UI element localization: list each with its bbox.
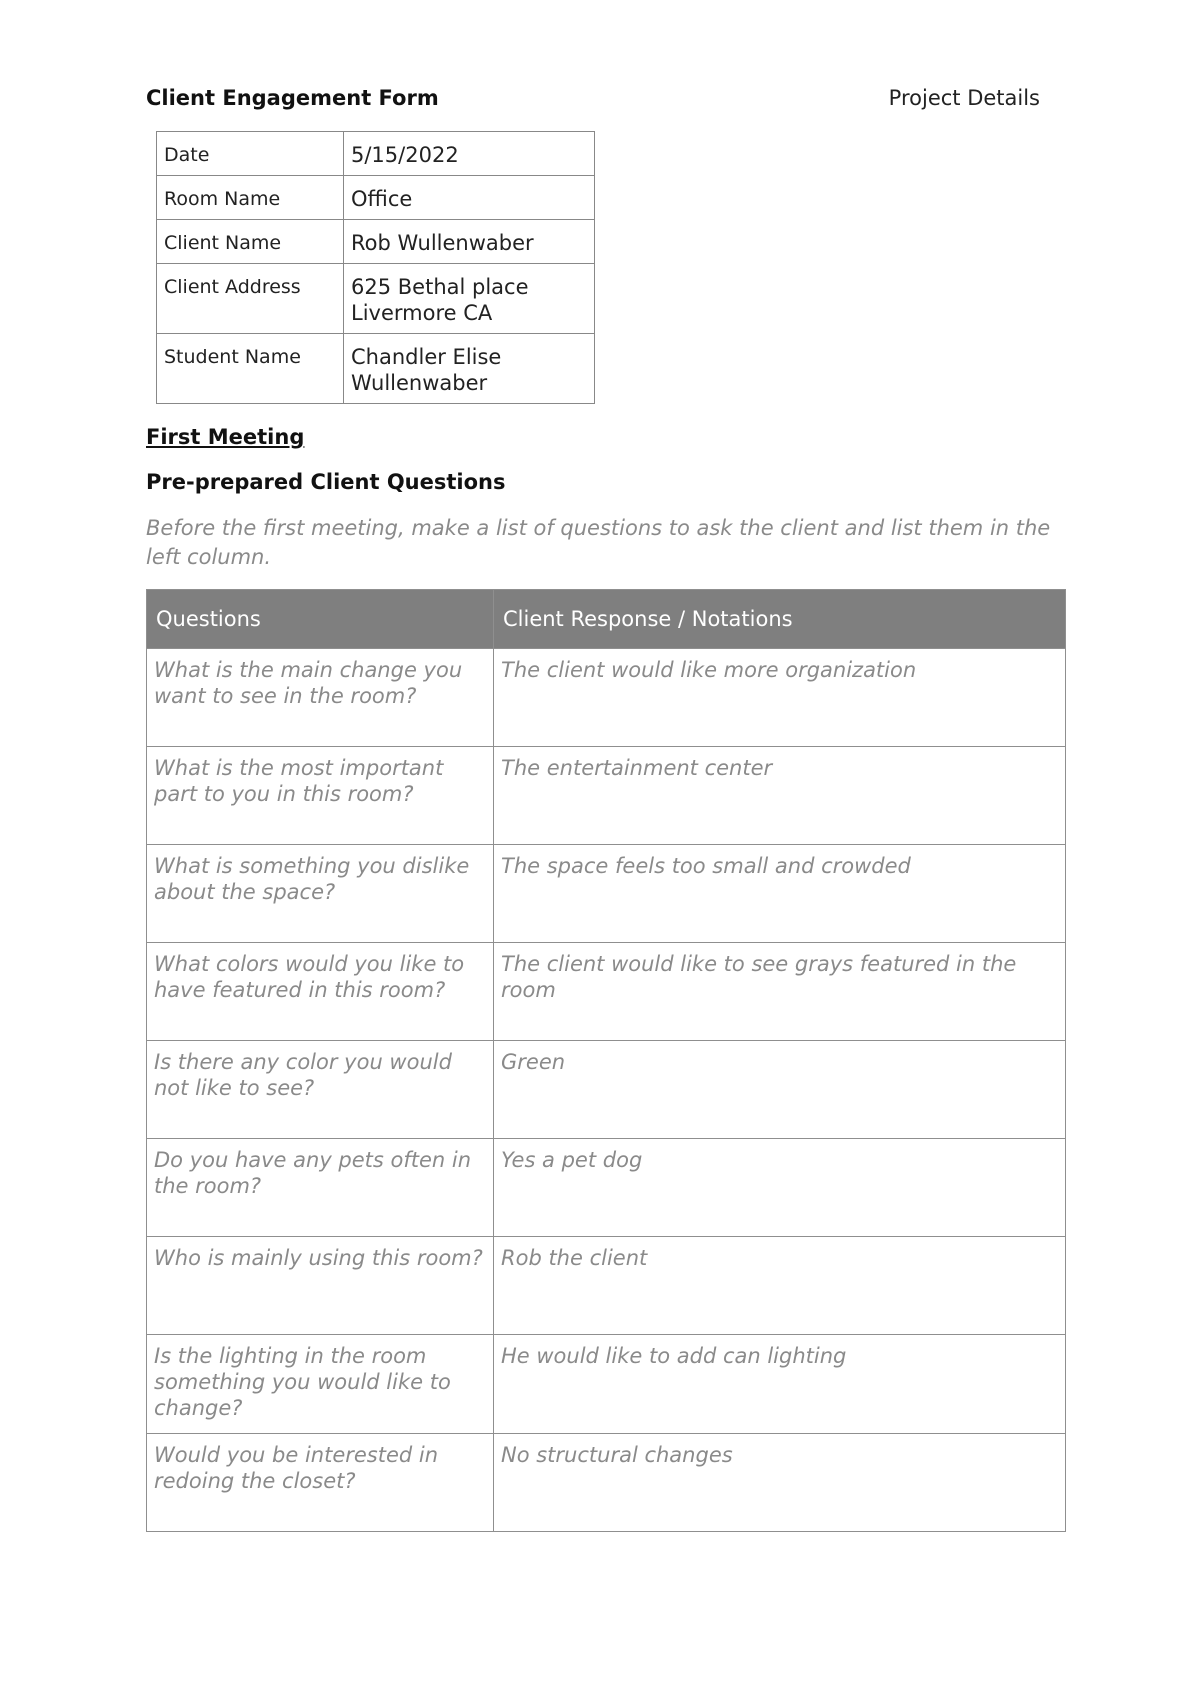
question-cell[interactable]: What is something you dislike about the space?: [147, 845, 494, 943]
question-cell[interactable]: Is the lighting in the room something you would like to change?: [147, 1335, 494, 1434]
page-header: [146, 86, 1040, 110]
response-cell[interactable]: Green: [494, 1041, 1066, 1139]
project-details-table: [156, 131, 595, 404]
details-value: Rob Wullenwaber: [344, 220, 595, 264]
response-cell[interactable]: The client would like more organization: [494, 649, 1066, 747]
response-cell[interactable]: The entertainment center: [494, 747, 1066, 845]
response-cell[interactable]: He would like to add can lighting: [494, 1335, 1066, 1434]
details-label: Student Name: [157, 334, 344, 404]
table-row: [147, 845, 1066, 943]
details-label: Client Address: [157, 264, 344, 334]
details-row-student-name: [157, 334, 595, 404]
question-cell[interactable]: Is there any color you would not like to see?: [147, 1041, 494, 1139]
response-cell[interactable]: The space feels too small and crowded: [494, 845, 1066, 943]
client-questions-heading: Pre-prepared Client Questions: [146, 470, 506, 494]
table-row: [147, 649, 1066, 747]
question-cell[interactable]: Who is mainly using this room?: [147, 1237, 494, 1335]
details-label: Client Name: [157, 220, 344, 264]
table-row: [147, 1434, 1066, 1532]
client-questions-table: [146, 589, 1066, 1532]
table-row: [147, 1139, 1066, 1237]
response-cell[interactable]: Yes a pet dog: [494, 1139, 1066, 1237]
details-value: 625 Bethal place Livermore CA: [344, 264, 595, 334]
details-label: Room Name: [157, 176, 344, 220]
details-row-client-address: [157, 264, 595, 334]
response-cell[interactable]: Rob the client: [494, 1237, 1066, 1335]
instructions-text: Before the first meeting, make a list of questions to ask the client and list them in the left column.: [146, 516, 1051, 569]
first-meeting-heading: First Meeting: [146, 425, 305, 449]
question-cell[interactable]: What colors would you like to have featured in this room?: [147, 943, 494, 1041]
details-value: Chandler Elise Wullenwaber: [344, 334, 595, 404]
question-cell[interactable]: What is the most important part to you in this room?: [147, 747, 494, 845]
table-header-row: [147, 590, 1066, 649]
details-row-client-name: [157, 220, 595, 264]
table-row: [147, 1041, 1066, 1139]
table-row: [147, 1237, 1066, 1335]
response-cell[interactable]: No structural changes: [494, 1434, 1066, 1532]
column-header-responses: Client Response / Notations: [494, 590, 1066, 649]
details-value: 5/15/2022: [344, 132, 595, 176]
details-label: Date: [157, 132, 344, 176]
response-cell[interactable]: The client would like to see grays featured in the room: [494, 943, 1066, 1041]
question-cell[interactable]: What is the main change you want to see in the room?: [147, 649, 494, 747]
column-header-questions: Questions: [147, 590, 494, 649]
details-value: Office: [344, 176, 595, 220]
table-row: [147, 943, 1066, 1041]
page-title: Client Engagement Form: [146, 86, 439, 110]
table-row: [147, 747, 1066, 845]
details-row-date: [157, 132, 595, 176]
question-cell[interactable]: Would you be interested in redoing the closet?: [147, 1434, 494, 1532]
question-cell[interactable]: Do you have any pets often in the room?: [147, 1139, 494, 1237]
header-project-details: Project Details: [888, 86, 1040, 110]
table-row: [147, 1335, 1066, 1434]
details-row-room-name: [157, 176, 595, 220]
